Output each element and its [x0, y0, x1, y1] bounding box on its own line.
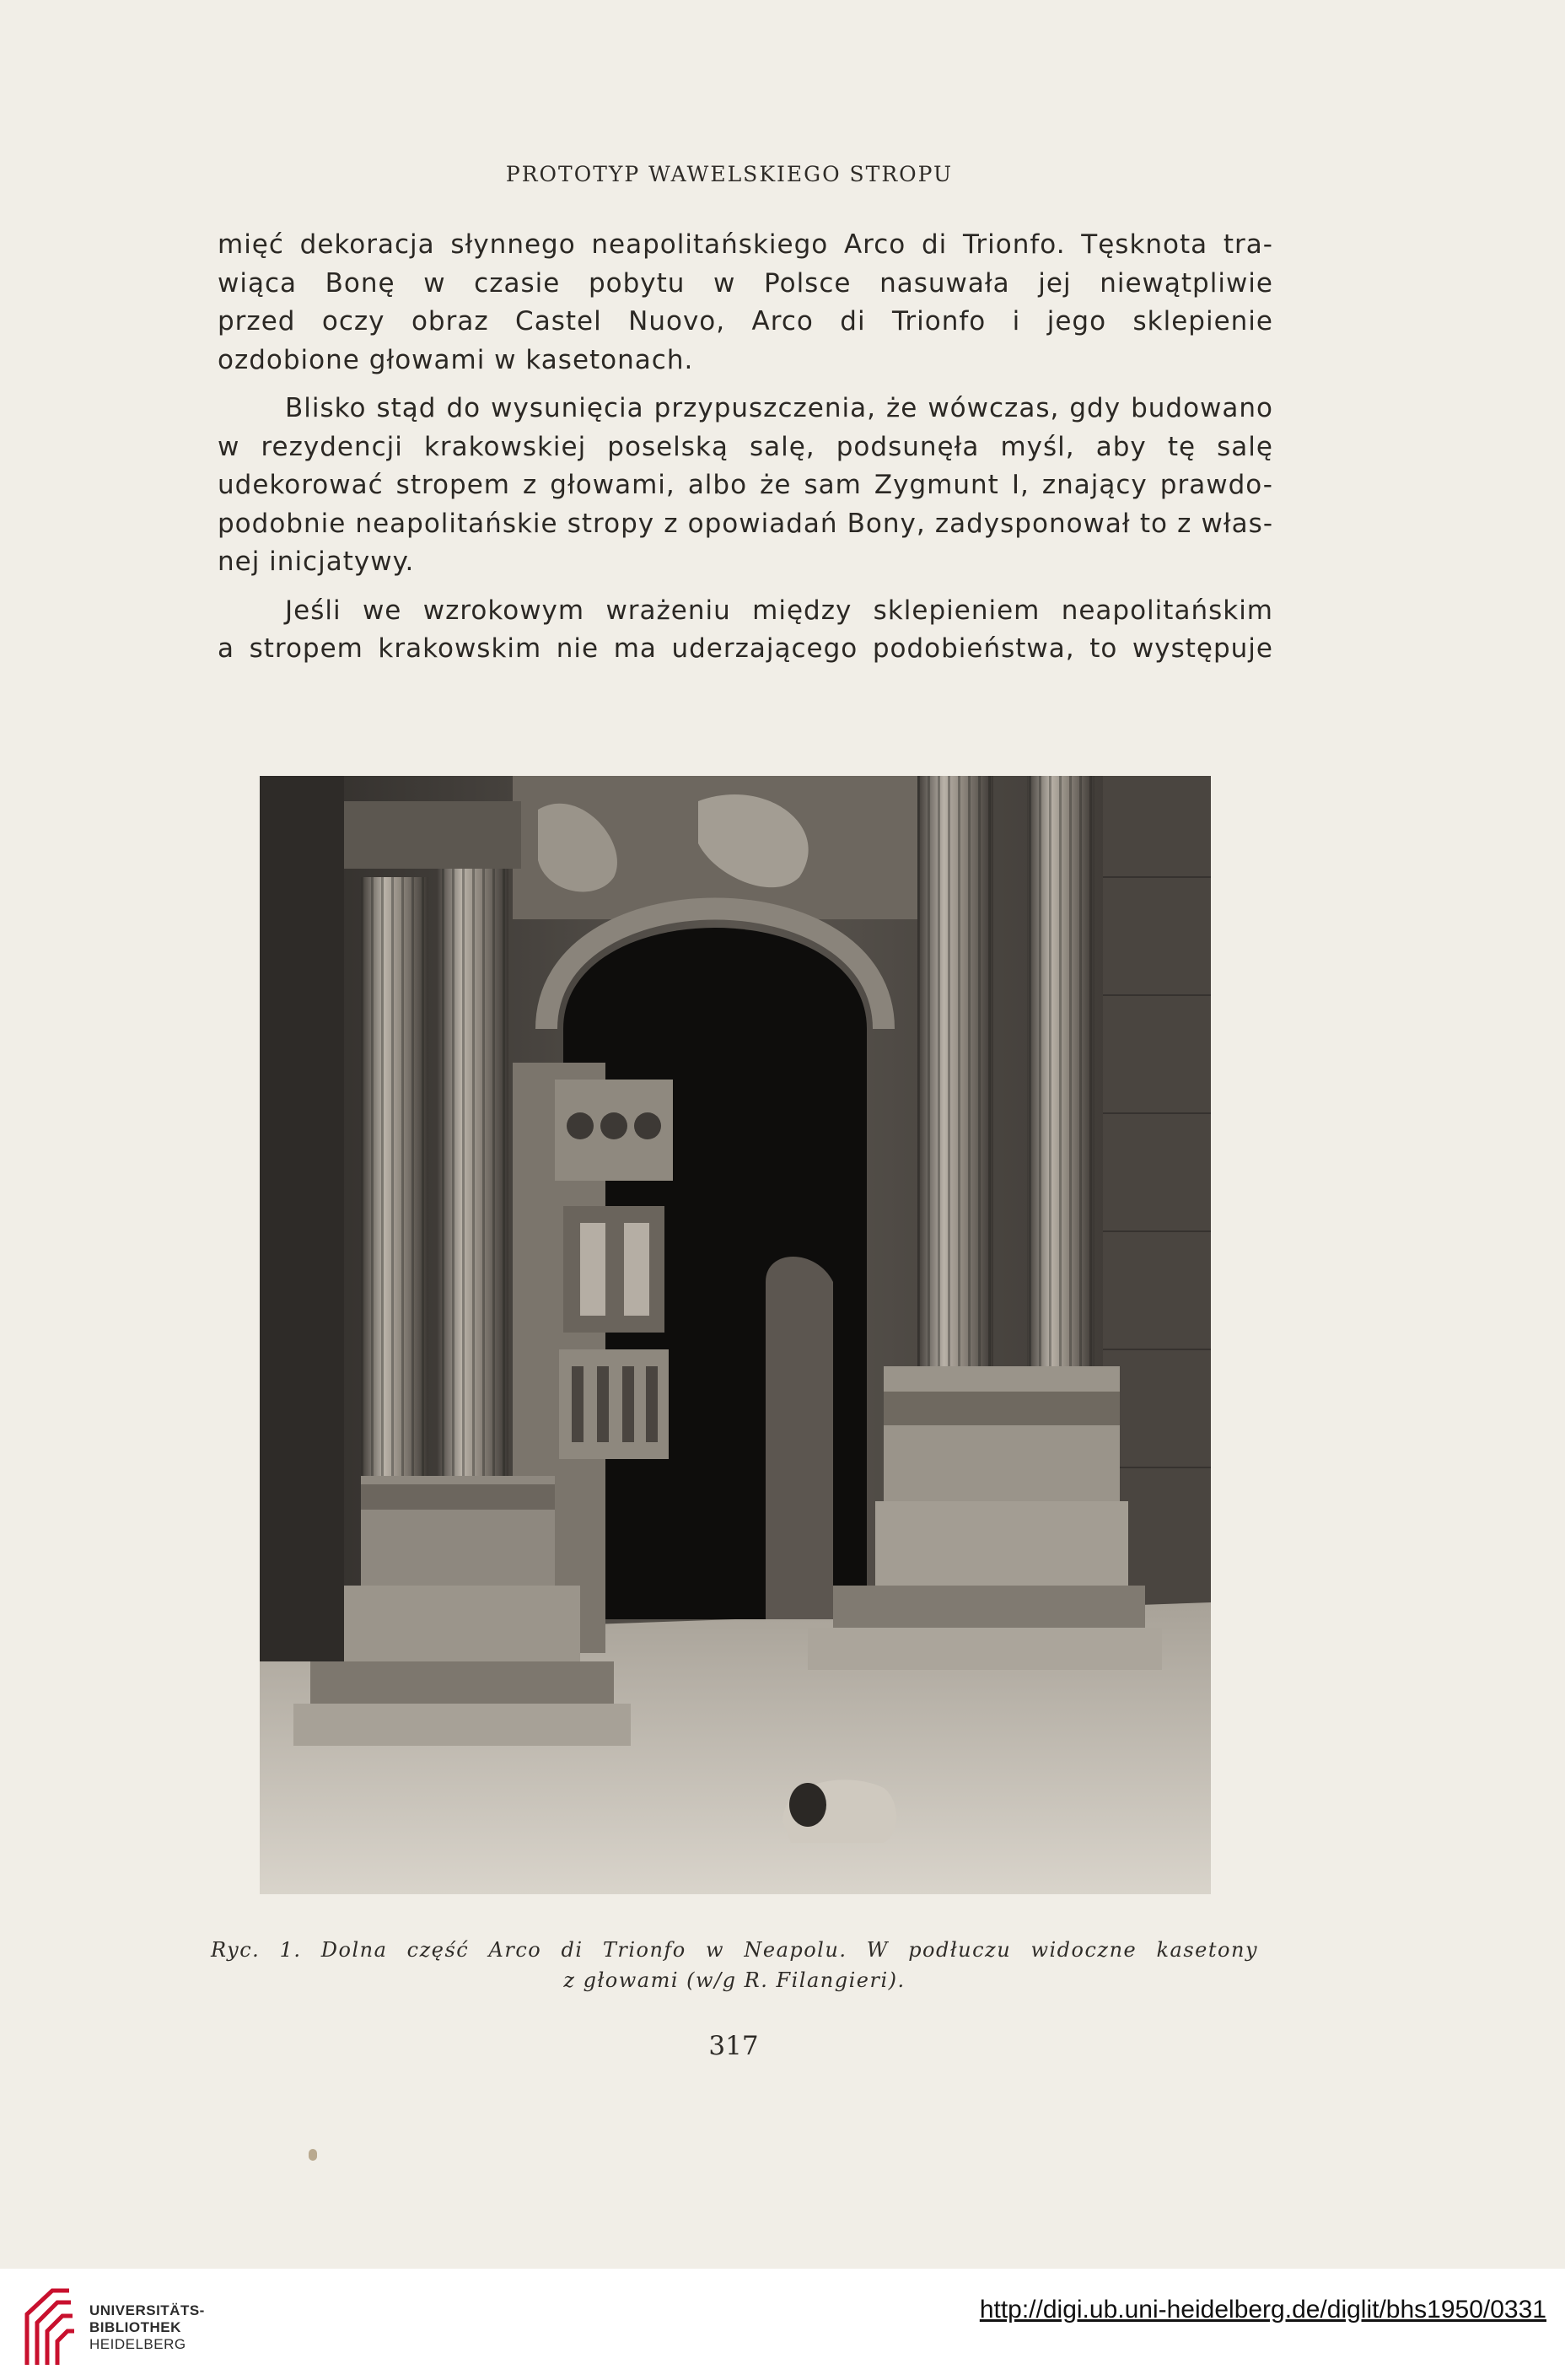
text-line: Blisko stąd do wysunięcia przypuszczenia, że wówczas, gdy budowano — [285, 393, 1273, 423]
figure-caption — [211, 1935, 1258, 1995]
arco-di-trionfo-photo-image — [260, 776, 1211, 1894]
library-name — [89, 2302, 205, 2353]
caption-line-1: Ryc. 1. Dolna część Arco di Trionfo w Neapolu. W podłuczu widoczne kasetony — [211, 1938, 1258, 1962]
text-line: mięć dekoracja słynnego neapolitańskiego Arco di Trionfo. Tęsknota tra- — [218, 229, 1273, 260]
library-name-line: BIBLIOTHEK — [89, 2319, 181, 2335]
text-line: wiąca Bonę w czasie pobytu w Polsce nasuwała jej niewątpliwie — [218, 267, 1273, 299]
text-line: a stropem krakowskim nie ma uderzającego podobieństwa, to występuje — [218, 633, 1273, 664]
body-text — [218, 226, 1273, 669]
text-line: udekorować stropem z głowami, albo że sam Zygmunt I, znający prawdo- — [218, 470, 1273, 500]
text-line: podobnie neapolitańskie stropy z opowiadań Bony, zadysponował to z włas- — [218, 508, 1273, 539]
ub-heidelberg-logo-icon — [19, 2280, 78, 2370]
text-line: Jeśli we wzrokowym wrażeniu między sklepieniem neapolitańskim — [285, 595, 1273, 626]
text-line: ozdobione głowami w kasetonach. — [218, 344, 694, 375]
digitization-footer — [0, 2269, 1565, 2380]
paragraph-1 — [218, 226, 1273, 380]
paper-speck — [309, 2149, 317, 2161]
text-line: w rezydencji krakowskiej poselską salę, podsunęła myśl, aby tę salę — [218, 431, 1273, 462]
text-line: nej inicjatywy. — [218, 547, 415, 577]
text-line: przed oczy obraz Castel Nuovo, Arco di Trionfo i jego sklepienie — [218, 306, 1273, 337]
running-head: PROTOTYP WAWELSKIEGO STROPU — [505, 162, 954, 186]
paragraph-3 — [218, 592, 1273, 669]
library-name-line: HEIDELBERG — [89, 2336, 186, 2352]
paragraph-2 — [218, 390, 1273, 582]
library-name-line: UNIVERSITÄTS- — [89, 2302, 205, 2318]
arch-photograph — [260, 776, 1211, 1894]
source-url-link[interactable]: http://digi.ub.uni-heidelberg.de/diglit/bhs1950/0331 — [979, 2296, 1546, 2323]
page-number: 317 — [708, 2031, 759, 2061]
caption-line-2: z głowami (w/g R. Filangieri). — [563, 1968, 906, 1992]
